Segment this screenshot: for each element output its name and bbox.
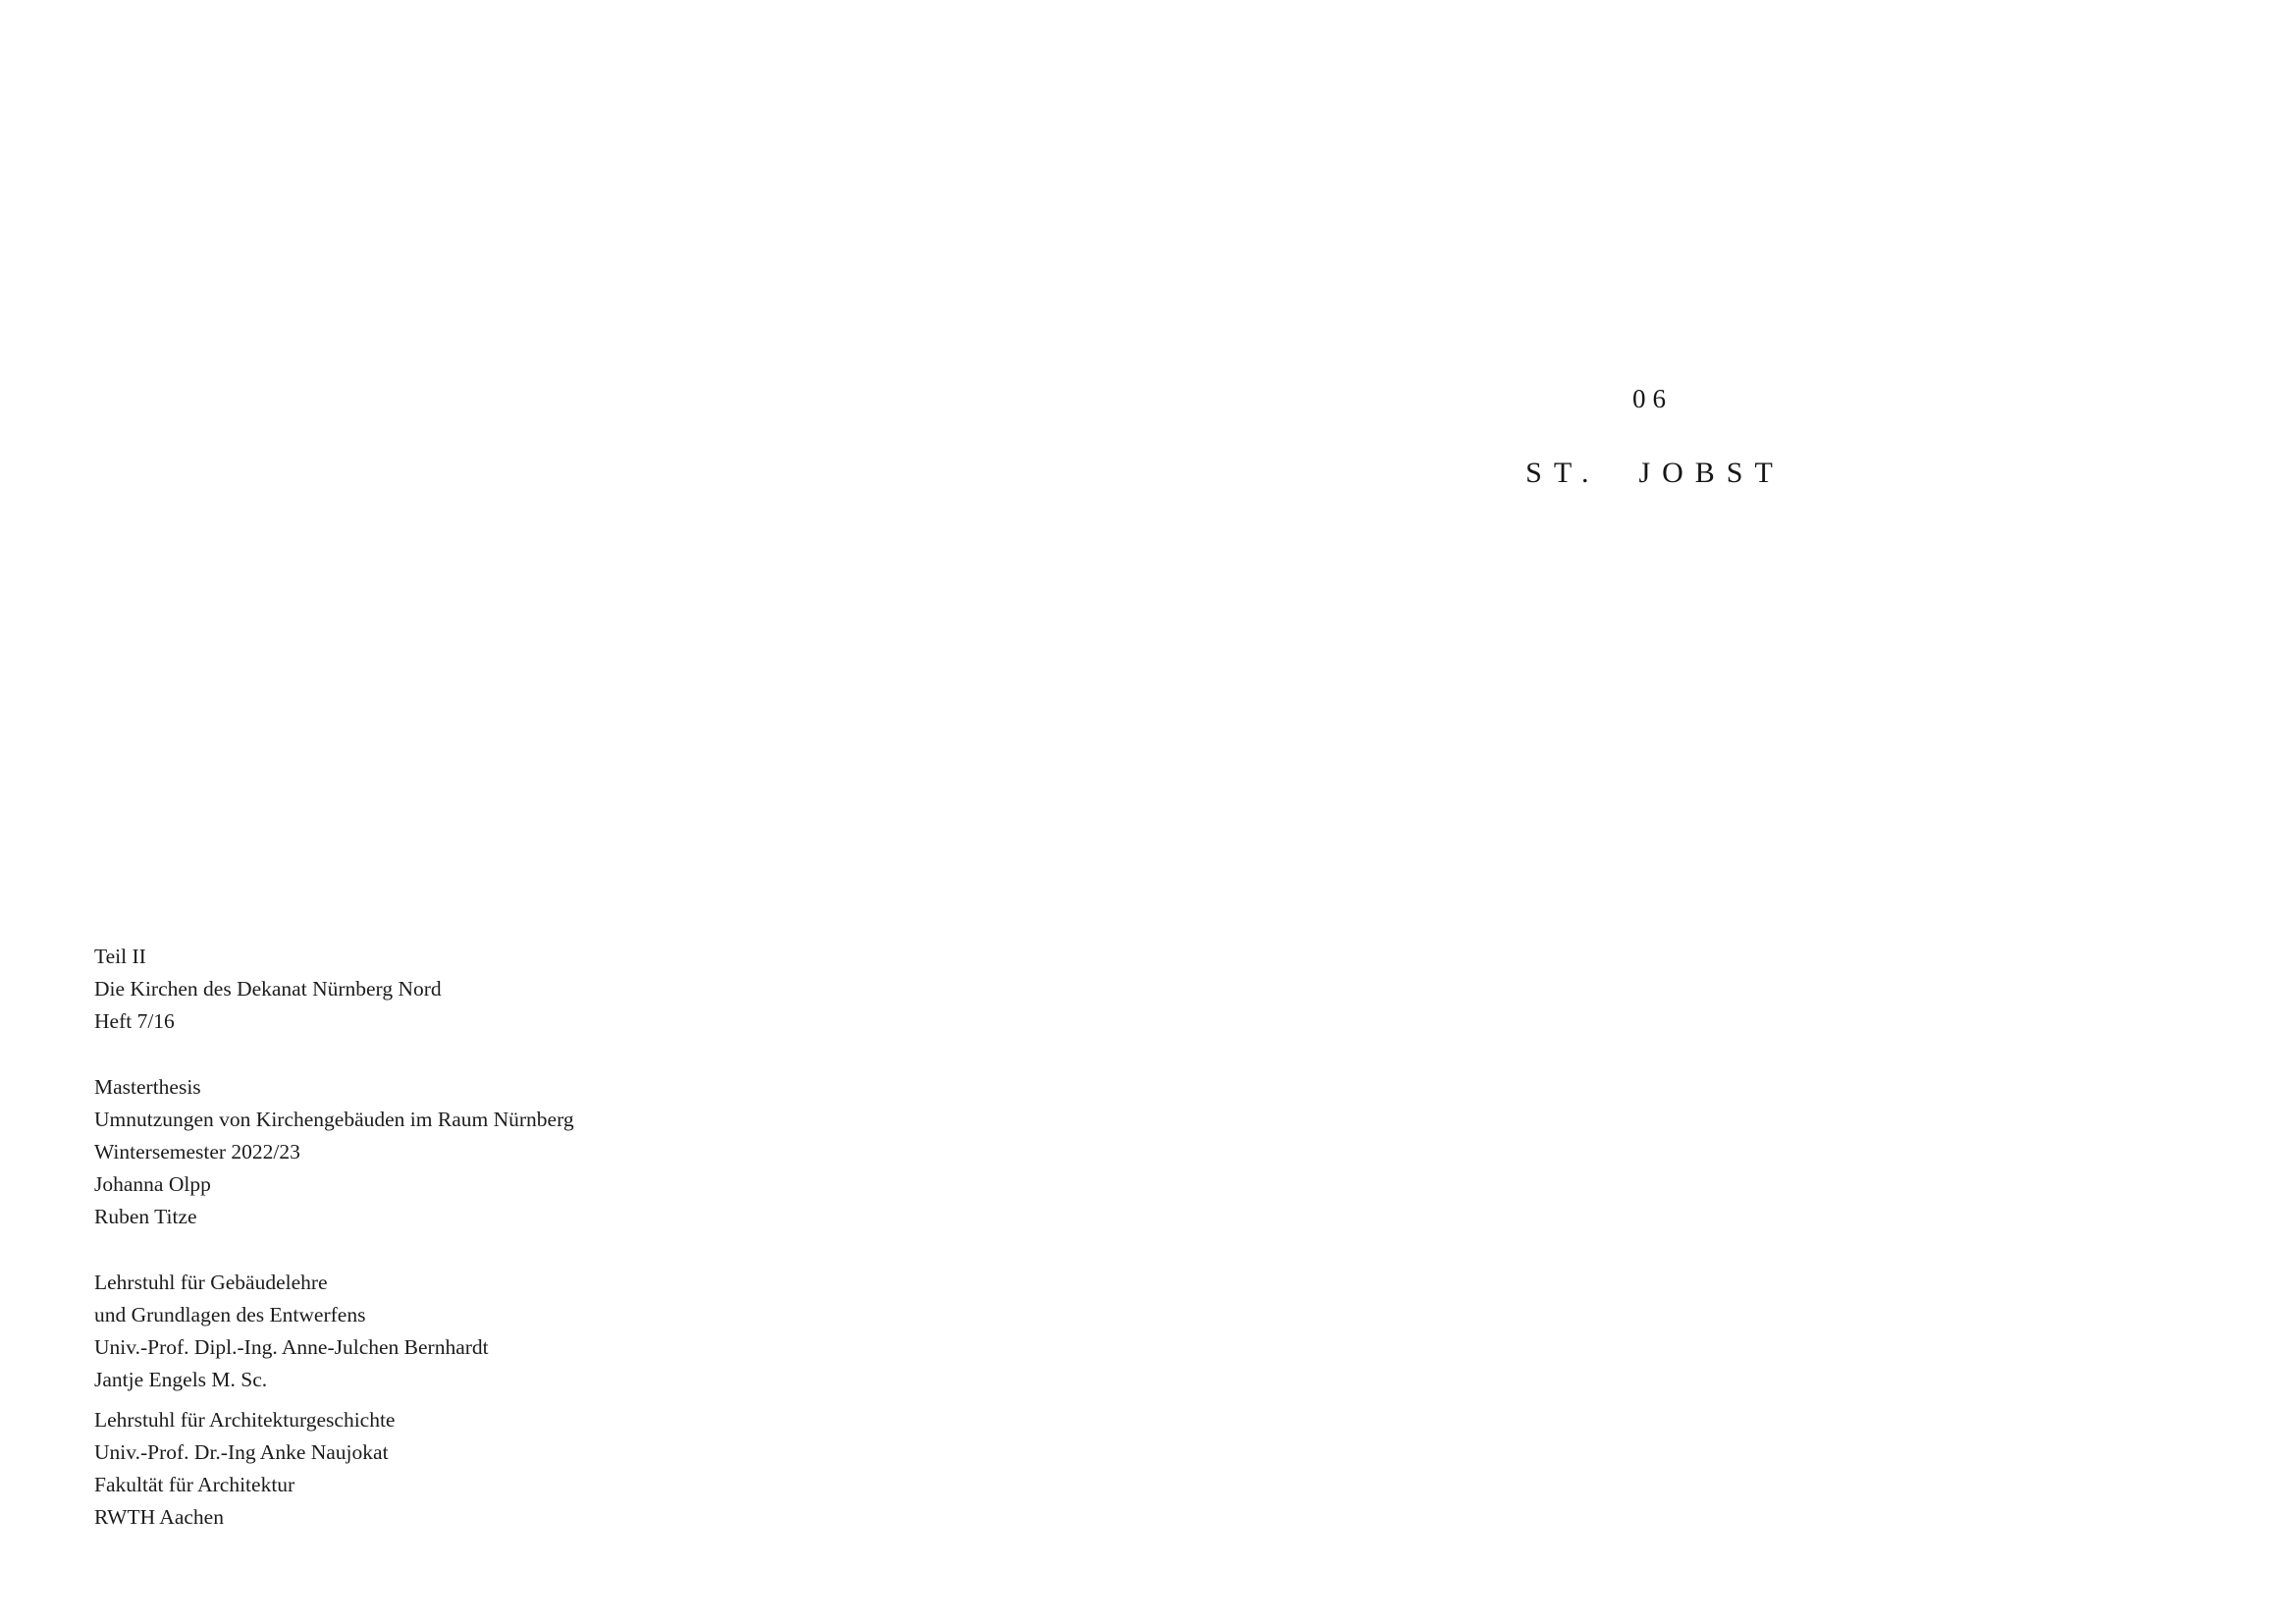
colophon-line: Die Kirchen des Dekanat Nürnberg Nord [94, 977, 442, 1001]
colophon-line: Johanna Olpp [94, 1172, 211, 1196]
colophon-line: Teil II [94, 945, 146, 968]
colophon-line: Lehrstuhl für Gebäudelehre [94, 1271, 328, 1294]
colophon-block [94, 941, 978, 1534]
colophon-work-group [94, 1071, 978, 1233]
colophon-line: und Grundlagen des Entwerfens [94, 1303, 366, 1326]
colophon-line: Heft 7/16 [94, 1009, 175, 1033]
colophon-chair-two-group [94, 1404, 978, 1534]
chapter-number: 06 [1632, 384, 1673, 413]
page-title: ST. JOBST [1525, 457, 1785, 490]
colophon-line: Fakultät für Architektur [94, 1473, 295, 1496]
colophon-line: Lehrstuhl für Architekturgeschichte [94, 1408, 396, 1432]
colophon-line: Umnutzungen von Kirchengebäuden im Raum Nürnberg [94, 1108, 574, 1131]
colophon-line: Wintersemester 2022/23 [94, 1140, 300, 1164]
colophon-line: Univ.-Prof. Dr.-Ing Anke Naujokat [94, 1440, 389, 1464]
colophon-line: Ruben Titze [94, 1205, 197, 1228]
colophon-line: Univ.-Prof. Dipl.-Ing. Anne-Julchen Bernhardt [94, 1335, 489, 1359]
colophon-line: Masterthesis [94, 1075, 201, 1099]
chapter-title-block [1394, 383, 1904, 491]
colophon-line: Jantje Engels M. Sc. [94, 1368, 268, 1391]
colophon-chair-one-group [94, 1267, 978, 1396]
colophon-line: RWTH Aachen [94, 1505, 224, 1529]
colophon-series-group [94, 941, 978, 1038]
